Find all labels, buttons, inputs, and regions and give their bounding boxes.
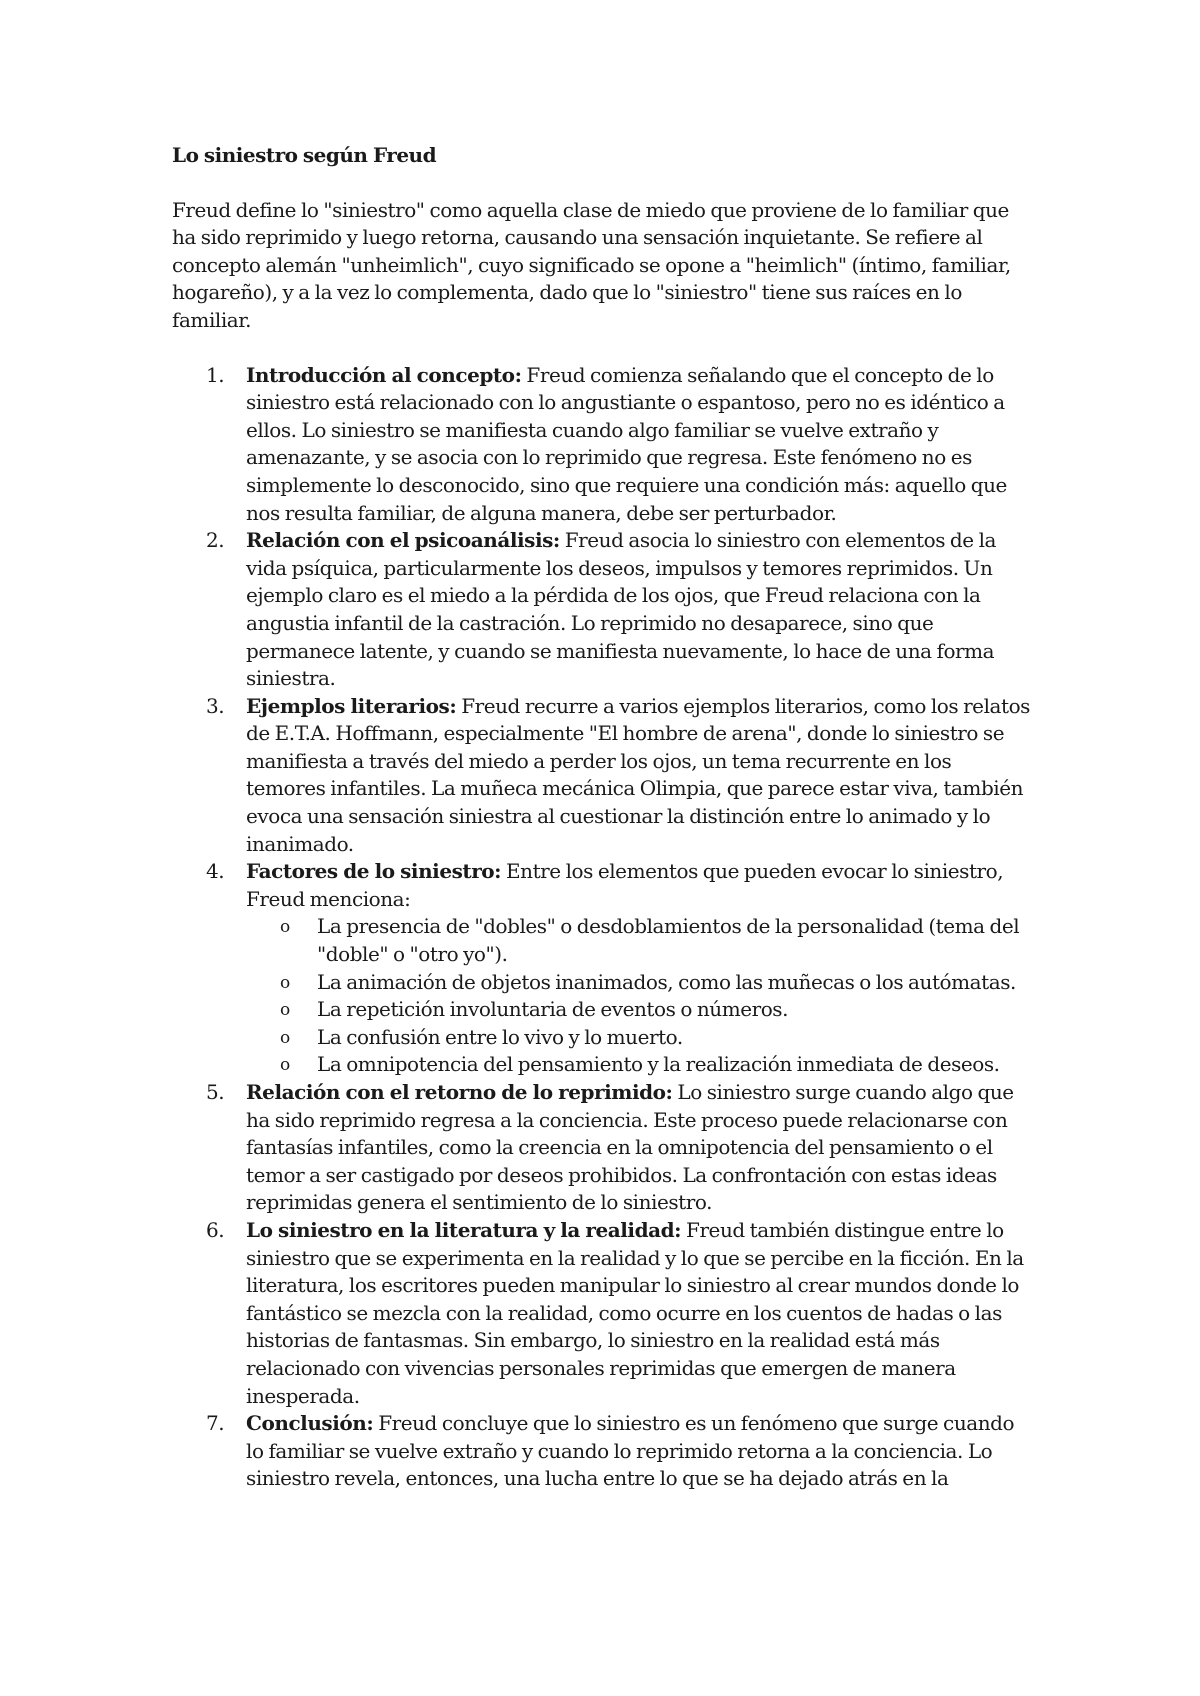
sub-list-item <box>246 1024 1030 1052</box>
item-number: 3. <box>206 693 225 718</box>
list-item <box>172 527 1030 693</box>
list-item <box>172 362 1030 528</box>
sub-item-text: La omnipotencia del pensamiento y la realización inmediata de deseos. <box>317 1052 1000 1077</box>
sub-item-text: La repetición involuntaria de eventos o números. <box>317 997 789 1022</box>
item-number: 7. <box>206 1411 225 1436</box>
item-text: Freud concluye que lo siniestro es un fenómeno que surge cuando lo familiar se vuelve extraño y cuando lo reprimido retorna a la conciencia. Lo siniestro revela, entonces, una lucha entre lo que se ha dejado atrás en la <box>246 1411 1015 1491</box>
bullet-icon: o <box>280 972 290 993</box>
sub-list-item <box>246 913 1030 968</box>
item-text: Lo siniestro surge cuando algo que ha sido reprimido regresa a la conciencia. Este proceso puede relacionarse con fantasías infantiles, como la creencia en la omnipotencia del pensamiento o el temor a ser castigado por deseos prohibidos. La confrontación con estas ideas reprimidas genera el sentimiento de lo siniestro. <box>246 1080 1014 1215</box>
item-number: 6. <box>206 1217 225 1242</box>
sub-item-text: La confusión entre lo vivo y lo muerto. <box>317 1024 683 1049</box>
list-item <box>172 1410 1030 1493</box>
sub-list-item <box>246 996 1030 1024</box>
item-text: Freud también distingue entre lo siniestro que se experimenta en la realidad y lo que se percibe en la ficción. En la literatura, los escritores pueden manipular lo siniestro al crear mundos donde lo fantástico se mezcla con la realidad, como ocurre en los cuentos de hadas o las historias de fantasmas. Sin embargo, lo siniestro en la realidad está más relacionado con vivencias personales reprimidas que emergen de manera inesperada. <box>246 1217 1024 1408</box>
item-number: 1. <box>206 362 225 387</box>
list-item <box>172 693 1030 859</box>
item-title: Ejemplos literarios: <box>246 693 457 718</box>
numbered-list <box>172 362 1030 1493</box>
item-text: Freud comienza señalando que el concepto de lo siniestro está relacionado con lo angustiante o espantoso, pero no es idéntico a ellos. Lo siniestro se manifiesta cuando algo familiar se vuelve extraño y amenazante, y se asocia con lo reprimido que regresa. Este fenómeno no es simplemente lo desconocido, sino que requiere una condición más: aquello que nos resulta familiar, de alguna manera, debe ser perturbador. <box>246 362 1007 525</box>
intro-paragraph: Freud define lo "siniestro" como aquella clase de miedo que proviene de lo familiar que ha sido reprimido y luego retorna, causando una sensación inquietante. Se refiere al concepto alemán "unheimlich", cuyo significado se opone a "heimlich" (íntimo, familiar, hogareño), y a la vez lo complementa, dado que lo "siniestro" tiene sus raíces en lo familiar. <box>172 197 1011 332</box>
sub-list-item <box>246 1051 1030 1079</box>
document-title: Lo siniestro según Freud <box>172 143 437 167</box>
item-title: Relación con el psicoanálisis: <box>246 528 560 553</box>
bullet-icon: o <box>280 1027 290 1048</box>
item-number: 4. <box>206 859 225 884</box>
item-text: Entre los elementos que pueden evocar lo siniestro, Freud menciona: <box>246 859 1004 911</box>
bullet-icon: o <box>280 1055 290 1076</box>
sub-item-text: La animación de objetos inanimados, como las muñecas o los autómatas. <box>317 969 1016 994</box>
list-item <box>172 858 1030 1079</box>
list-item <box>172 1079 1030 1217</box>
item-text: Freud asocia lo siniestro con elementos de la vida psíquica, particularmente los deseos, impulsos y temores reprimidos. Un ejemplo claro es el miedo a la pérdida de los ojos, que Freud relaciona con la angustia infantil de la castración. Lo reprimido no desaparece, sino que permanece latente, y cuando se manifiesta nuevamente, lo hace de una forma siniestra. <box>246 528 996 691</box>
item-number: 2. <box>206 528 225 553</box>
document-page <box>172 142 1030 1493</box>
item-text: Freud recurre a varios ejemplos literarios, como los relatos de E.T.A. Hoffmann, especialmente "El hombre de arena", donde lo siniestro se manifiesta a través del miedo a perder los ojos, un tema recurrente en los temores infantiles. La muñeca mecánica Olimpia, que parece estar viva, también evoca una sensación siniestra al cuestionar la distinción entre lo animado y lo inanimado. <box>246 693 1030 856</box>
item-title: Conclusión: <box>246 1411 374 1436</box>
sub-bullet-list <box>246 913 1030 1079</box>
sub-list-item <box>246 969 1030 997</box>
item-title: Relación con el retorno de lo reprimido: <box>246 1080 673 1104</box>
bullet-icon: o <box>280 917 290 938</box>
item-title: Introducción al concepto: <box>246 362 522 387</box>
item-title: Lo siniestro en la literatura y la realidad: <box>246 1217 682 1242</box>
bullet-icon: o <box>280 1000 290 1021</box>
item-number: 5. <box>206 1080 225 1104</box>
sub-item-text: La presencia de "dobles" o desdoblamientos de la personalidad (tema del "doble" o "otro yo"). <box>317 914 1020 967</box>
item-title: Factores de lo siniestro: <box>246 859 502 884</box>
list-item <box>172 1217 1030 1410</box>
